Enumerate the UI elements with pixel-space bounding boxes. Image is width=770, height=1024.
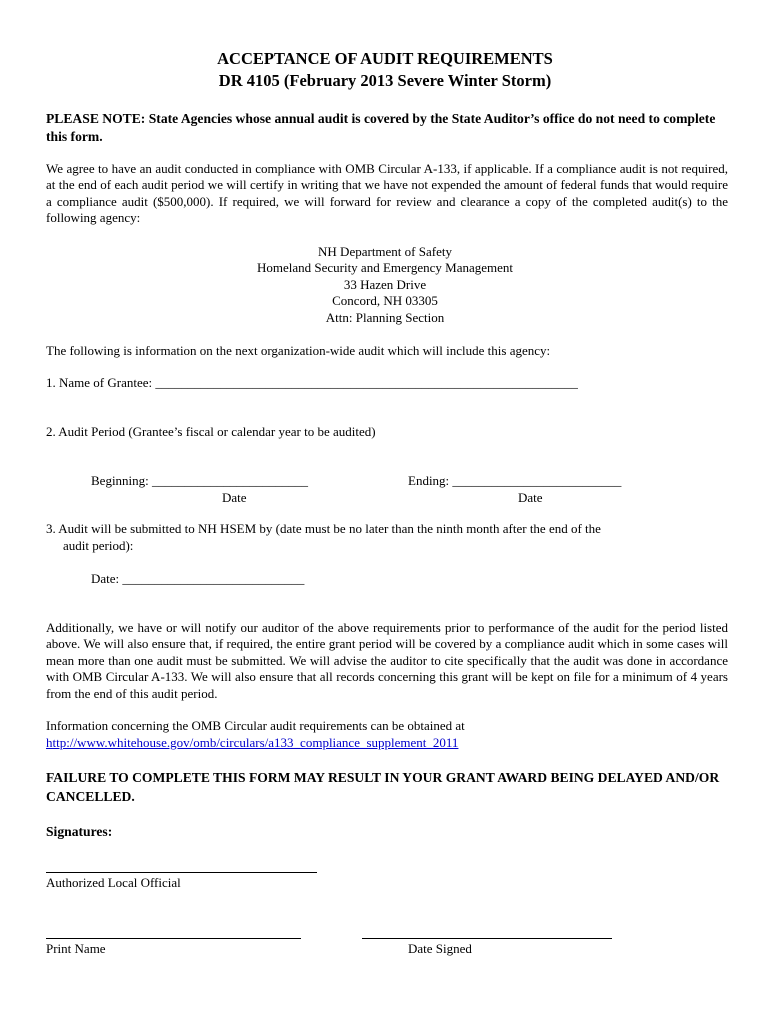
agency-division: Homeland Security and Emergency Management [256,260,514,276]
ending-date-field[interactable]: __________________________ [452,473,622,488]
beginning-label: Beginning: [91,473,153,488]
agency-street: 33 Hazen Drive [343,276,427,292]
please-note: PLEASE NOTE: State Agencies whose annual audit is covered by the State Auditor’s office do not need to complete this form. [46,111,716,144]
agency-name: NH Department of Safety [318,244,452,259]
print-name-caption: Print Name [46,941,106,956]
grantee-name-row [46,375,578,391]
agency-attn: Attn: Planning Section [325,309,445,325]
submission-date-field[interactable]: ____________________________ [122,571,305,586]
date-signed-line[interactable] [362,938,612,939]
failure-warning: FAILURE TO COMPLETE THIS FORM MAY RESULT IN YOUR GRANT AWARD BEING DELAYED AND/OR CANCELLED. [46,770,720,804]
signatures-heading: Signatures: [46,824,113,839]
additional-text: Additionally, we have or will notify our auditor of the above requirements prior to performance of the audit for the period listed above. We will also ensure that, if required, the entire grant period will be covered by a compliance audit which in some cases will mean more than one audit must be submitted. We will advise the auditor to cite specifically that the audit was done in accordance with OMB Circular A-133. We will also ensure that all records concerning this grant will be kept on file for a minimum of 4 years from the end of this audit period. [46,620,728,701]
official-caption: Authorized Local Official [46,875,181,890]
agreement-paragraph [46,161,728,227]
audit-period-label: 2. Audit Period (Grantee’s fiscal or calendar year to be audited) [46,424,376,439]
agency-city: Concord, NH 03305 [332,293,438,309]
submission-line2: audit period): [63,538,134,553]
submission-date-row [91,571,304,587]
form-title: ACCEPTANCE OF AUDIT REQUIREMENTS [217,49,553,68]
agency-address [0,244,770,326]
official-signature-line[interactable] [46,872,317,873]
circular-link[interactable]: http://www.whitehouse.gov/omb/circulars/a133_compliance_supplement_2011 [46,735,459,750]
ending-date-caption: Date [518,490,543,505]
ending-label: Ending: [408,473,453,488]
audit-intro: The following is information on the next organization-wide audit which will include this agency: [46,343,551,358]
beginning-date-caption: Date [222,490,247,505]
grantee-name-field[interactable]: _________________________________________________________________ [155,375,578,390]
print-name-line[interactable] [46,938,301,939]
date-signed-caption: Date Signed [408,941,472,956]
beginning-row [91,473,308,489]
ending-row [408,473,621,489]
agreement-text: We agree to have an audit conducted in compliance with OMB Circular A-133, if applicable. If a compliance audit is not required, at the end of each audit period we will certify in writing that we have not expended the amount of federal funds that would require a compliance audit ($500,000). If required, we will forward for review and clearance a copy of the completed audit(s) to the following agency: [46,161,728,226]
grantee-name-label: 1. Name of Grantee: [46,375,156,390]
form-subtitle: DR 4105 (February 2013 Severe Winter Storm) [218,71,552,90]
beginning-date-field[interactable]: ________________________ [152,473,309,488]
info-text: Information concerning the OMB Circular audit requirements can be obtained at [46,718,465,733]
submission-date-label: Date: [91,571,123,586]
submission-line1: 3. Audit will be submitted to NH HSEM by (date must be no later than the ninth month after the end of the [46,521,601,536]
additional-paragraph [46,620,728,702]
